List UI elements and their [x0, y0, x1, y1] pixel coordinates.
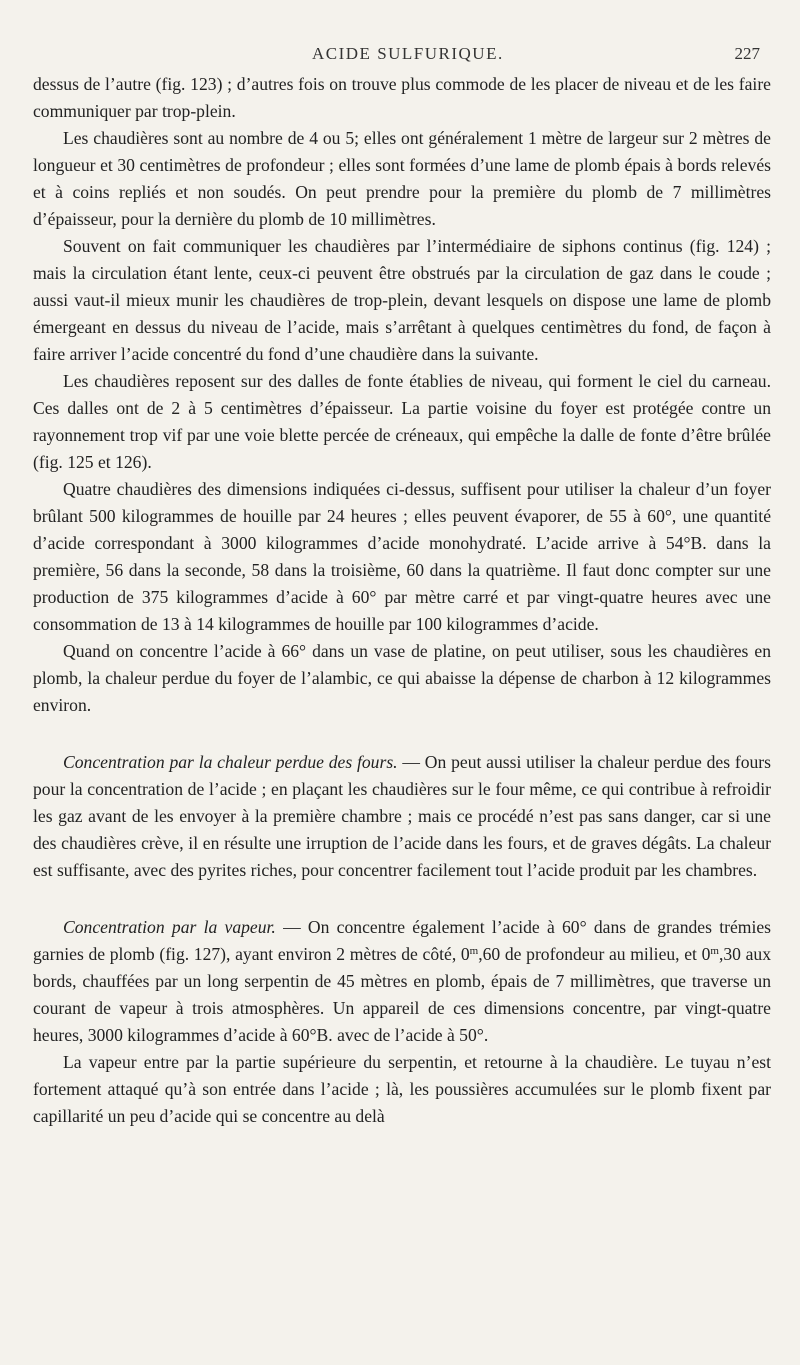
paragraph-chaudieres-nombre: Les chaudières sont au nombre de 4 ou 5; elles ont généralement 1 mètre de largeur sur 2 mètres de longueur et 30 centimètres de profondeur ; elles sont formées d’une lame de plomb épais à bords relevés et à coins repliés et non soudés. On peut prendre pour la première du plomb de 7 millimètres d’épaisseur, pour la dernière du plomb de 10 millimètres.	[33, 128, 771, 229]
page-body	[33, 71, 771, 1130]
section-text-vapeur-c: ,30 aux bords, chauffées par un long serpentin de 45 mètres en plomb, épais de 7 millimètres, que traverse un courant de vapeur à trois atmosphères. Un appareil de ces dimensions concentre, par vingt-quatre heures, 3000 kilogrammes d’acide à 60°B. avec de l’acide à 50°.	[33, 944, 772, 1045]
unit-superscript: m	[710, 945, 719, 957]
unit-superscript: m	[469, 945, 479, 957]
section-text-fours: — On peut aussi utiliser la chaleur perdue des fours pour la concentration de l’acide ; en plaçant les chaudières sur le four même, ce qui contribue à refroidir les gaz avant de les envoyer à la première chambre ; mais ce procédé n’est pas sans danger, car si une des chaudières crève, il en résulte une irruption de l’acide dans les fours, et de graves dégâts. La chaleur est suffisante, avec des pyrites riches, pour concentrer facilement tout l’acide produit par les chambres.	[33, 752, 771, 880]
section-text-vapeur-b: ,60 de profondeur au milieu, et 0	[478, 944, 711, 964]
section-text-vapeur-a: — On concentre également l’acide à 60° dans de grandes trémies garnies de plomb (fig. 127), ayant environ 2 mètres de côté, 0	[33, 917, 771, 964]
paragraph-vase-platine: Quand on concentre l’acide à 66° dans un vase de platine, on peut utiliser, sous les chaudières en plomb, la chaleur perdue du foyer de l’alambic, ce qui abaisse la dépense de charbon à 12 kilogrammes environ.	[33, 641, 771, 715]
paragraph-continued: dessus de l’autre (fig. 123) ; d’autres fois on trouve plus commode de les placer de niveau et de les faire communiquer par trop-plein.	[33, 74, 771, 121]
paragraph-siphons: Souvent on fait communiquer les chaudières par l’intermédiaire de siphons continus (fig. 124) ; mais la circulation étant lente, ceux-ci peuvent être obstrués par la circulation de gaz dans le coude ; aussi vaut-il mieux munir les chaudières de trop-plein, devant lesquels on dispose une lame de plomb émergeant en dessus du niveau de l’acide, mais s’arrêtant à quelques centimètres du fond, de façon à faire arriver l’acide concentré du fond d’une chaudière dans la suivante.	[33, 236, 771, 364]
page-header	[0, 40, 800, 68]
paragraph-serpentin: La vapeur entre par la partie supérieure du serpentin, et retourne à la chaudière. Le tuyau n’est fortement attaqué qu’à son entrée dans l’acide ; là, les poussières accumulées sur le plomb fixent par capillarité un peu d’acide qui se concentre au delà	[33, 1052, 771, 1126]
page-number: 227	[734, 44, 760, 63]
paragraph-chaleur-perdue-fours	[33, 749, 771, 884]
paragraph-dalles-fonte: Les chaudières reposent sur des dalles de fonte établies de niveau, qui forment le ciel du carneau. Ces dalles ont de 2 à 5 centimètres d’épaisseur. La partie voisine du foyer est protégée contre un rayonnement trop vif par une voie blette percée de créneaux, qui empêche la dalle de fonte d’être brûlée (fig. 125 et 126).	[33, 371, 771, 472]
section-title-fours: Concentration par la chaleur perdue des fours.	[63, 752, 398, 772]
running-title: ACIDE SULFURIQUE.	[312, 44, 504, 63]
section-title-vapeur: Concentration par la vapeur.	[63, 917, 276, 937]
paragraph-vapeur	[33, 914, 771, 1049]
paragraph-quatre-chaudieres: Quatre chaudières des dimensions indiquées ci-dessus, suffisent pour utiliser la chaleur d’un foyer brûlant 500 kilogrammes de houille par 24 heures ; elles peuvent évaporer, de 55 à 60°, une quantité d’acide correspondant à 3000 kilogrammes d’acide monohydraté. L’acide arrive à 54°B. dans la première, 56 dans la seconde, 58 dans la troisième, 60 dans la quatrième. Il faut donc compter sur une production de 375 kilogrammes d’acide à 60° par mètre carré et par vingt-quatre heures avec une consommation de 13 à 14 kilogrammes de houille par 100 kilogrammes d’acide.	[33, 479, 771, 634]
